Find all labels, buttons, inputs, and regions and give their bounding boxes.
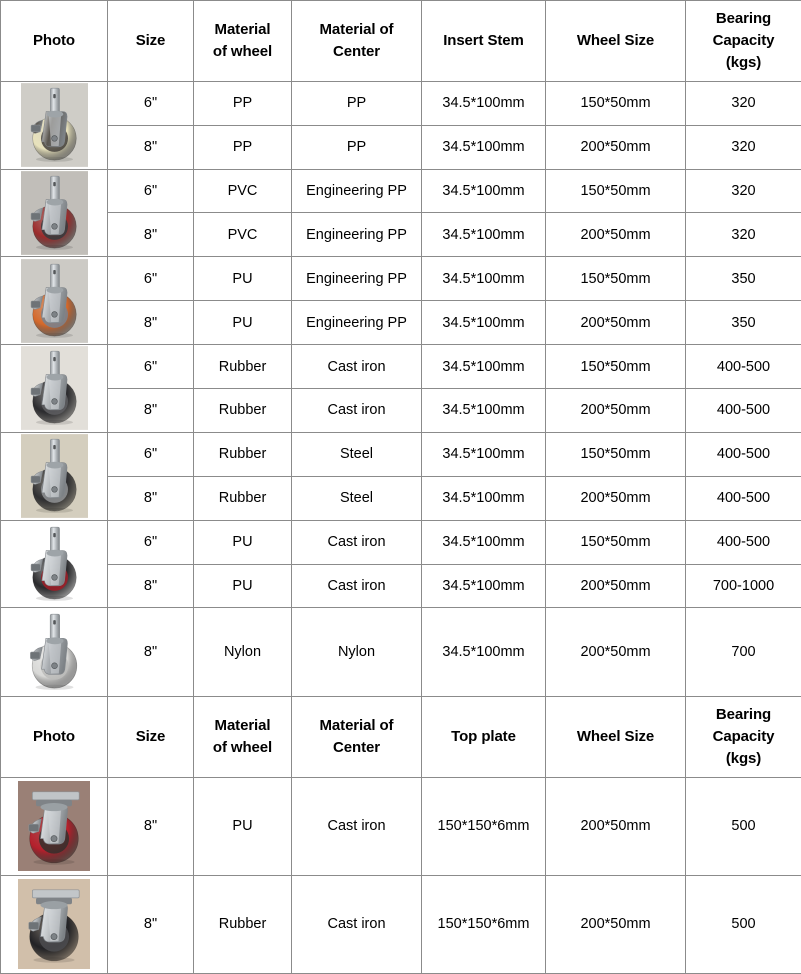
cell-size: 6" [108,169,194,213]
photo-wrapper [1,82,107,169]
table-row [1,875,801,973]
column-header-text: Material of [319,717,394,735]
cell-mount: 150*150*6mm [422,875,546,973]
cell-bearing-capacity: 320 [686,213,801,257]
cell-bearing-capacity: 400-500 [686,432,801,476]
cell-wheel-size: 150*50mm [546,169,686,213]
column-header-text: Center [333,42,380,60]
column-header-text: Bearing [715,10,772,28]
table-row [1,213,801,257]
column-header-material-of-center [292,697,422,778]
table-row [1,476,801,520]
cell-material-of-wheel: PP [194,81,292,125]
cell-material-of-wheel: PU [194,257,292,301]
column-header-text: Insert Stem [443,31,524,49]
cell-mount: 34.5*100mm [422,520,546,564]
column-header-text: of wheel [212,739,273,757]
caster-photo-rubber-cast-iron-wheel [1,345,108,433]
caster-wheel-image [18,781,90,871]
caster-wheel-image [21,522,88,606]
cell-wheel-size: 150*50mm [546,345,686,389]
cell-bearing-capacity: 350 [686,301,801,345]
cell-material-of-center: Engineering PP [292,257,422,301]
table-row [1,125,801,169]
cell-mount: 150*150*6mm [422,777,546,875]
cell-material-of-wheel: PU [194,520,292,564]
cell-bearing-capacity: 320 [686,169,801,213]
cell-material-of-wheel: Rubber [194,432,292,476]
column-header-text: (kgs) [725,53,762,71]
cell-material-of-wheel: PU [194,301,292,345]
column-header-text: Wheel Size [576,31,655,49]
column-header-text: Size [135,31,166,49]
cell-mount: 34.5*100mm [422,125,546,169]
cell-wheel-size: 200*50mm [546,301,686,345]
cell-size: 6" [108,81,194,125]
cell-material-of-center: Cast iron [292,520,422,564]
table-row [1,345,801,389]
cell-material-of-wheel: PU [194,564,292,608]
cell-wheel-size: 150*50mm [546,432,686,476]
table-row [1,777,801,875]
cell-material-of-wheel: Rubber [194,388,292,432]
cell-mount: 34.5*100mm [422,169,546,213]
cell-material-of-center: Cast iron [292,388,422,432]
cell-size: 8" [108,875,194,973]
cell-mount: 34.5*100mm [422,257,546,301]
cell-bearing-capacity: 500 [686,875,801,973]
cell-mount: 34.5*100mm [422,564,546,608]
caster-photo-rubber-steel-wheel [1,432,108,520]
cell-mount: 34.5*100mm [422,301,546,345]
caster-wheel-image [18,879,90,969]
column-header-text: Bearing [715,706,772,724]
column-header-text: Size [135,728,166,746]
column-header-photo [1,1,108,82]
cell-size: 8" [108,608,194,697]
cell-size: 6" [108,520,194,564]
caster-wheel-image [21,259,88,343]
table-header-row [1,697,801,778]
cell-wheel-size: 200*50mm [546,213,686,257]
photo-wrapper [1,433,107,520]
photo-wrapper [1,608,107,696]
cell-size: 8" [108,388,194,432]
table-row [1,564,801,608]
table-row [1,388,801,432]
cell-bearing-capacity: 700 [686,608,801,697]
caster-wheel-image [21,346,88,430]
caster-photo-nylon-wheel [1,608,108,697]
photo-wrapper [1,257,107,344]
column-header-photo [1,697,108,778]
column-header-text: Top plate [451,728,516,746]
cell-size: 8" [108,777,194,875]
cell-wheel-size: 150*50mm [546,81,686,125]
cell-material-of-center: PP [292,81,422,125]
photo-wrapper [1,345,107,432]
column-header-text: of wheel [212,42,273,60]
cell-size: 6" [108,345,194,389]
cell-material-of-center: Engineering PP [292,301,422,345]
column-header-material-of-center [292,1,422,82]
column-header-text: Capacity [712,728,775,746]
cell-wheel-size: 200*50mm [546,125,686,169]
cell-bearing-capacity: 350 [686,257,801,301]
table-row [1,520,801,564]
cell-wheel-size: 200*50mm [546,777,686,875]
photo-wrapper [1,876,107,973]
column-header-mount-type [422,697,546,778]
caster-wheel-image [21,434,88,518]
cell-wheel-size: 200*50mm [546,476,686,520]
cell-size: 8" [108,476,194,520]
cell-material-of-wheel: Rubber [194,875,292,973]
column-header-text: Material [214,717,271,735]
cell-wheel-size: 200*50mm [546,388,686,432]
cell-wheel-size: 150*50mm [546,520,686,564]
column-header-text: Center [333,739,380,757]
cell-wheel-size: 200*50mm [546,564,686,608]
table-row [1,81,801,125]
column-header-text: Material of [319,21,394,39]
column-header-text: Wheel Size [576,728,655,746]
cell-mount: 34.5*100mm [422,388,546,432]
cell-mount: 34.5*100mm [422,608,546,697]
caster-photo-topplate-rubber-black-wheel [1,875,108,973]
cell-material-of-wheel: PVC [194,169,292,213]
cell-size: 8" [108,125,194,169]
cell-material-of-center: Engineering PP [292,169,422,213]
cell-material-of-wheel: PP [194,125,292,169]
cell-material-of-center: Cast iron [292,345,422,389]
photo-wrapper [1,521,107,608]
table-row [1,301,801,345]
table-header-row [1,1,801,82]
table-row [1,432,801,476]
cell-size: 8" [108,564,194,608]
cell-bearing-capacity: 400-500 [686,520,801,564]
cell-material-of-center: Nylon [292,608,422,697]
cell-mount: 34.5*100mm [422,476,546,520]
cell-material-of-wheel: Rubber [194,476,292,520]
column-header-text: Photo [33,31,75,49]
cell-mount: 34.5*100mm [422,345,546,389]
cell-material-of-center: Steel [292,432,422,476]
table-row [1,608,801,697]
cell-material-of-center: Steel [292,476,422,520]
cell-material-of-center: Cast iron [292,564,422,608]
column-header-wheel-size [546,697,686,778]
cell-material-of-wheel: Nylon [194,608,292,697]
column-header-size [108,697,194,778]
cell-size: 8" [108,213,194,257]
cell-bearing-capacity: 400-500 [686,476,801,520]
table-row [1,169,801,213]
photo-wrapper [1,778,107,875]
cell-mount: 34.5*100mm [422,213,546,257]
column-header-wheel-size [546,1,686,82]
cell-material-of-center: PP [292,125,422,169]
column-header-material-of-wheel [194,1,292,82]
cell-wheel-size: 200*50mm [546,875,686,973]
caster-wheel-image [21,171,88,255]
cell-mount: 34.5*100mm [422,81,546,125]
column-header-bearing-capacity [686,1,801,82]
cell-bearing-capacity: 400-500 [686,345,801,389]
cell-material-of-wheel: PVC [194,213,292,257]
cell-material-of-center: Cast iron [292,777,422,875]
cell-size: 6" [108,257,194,301]
cell-material-of-wheel: Rubber [194,345,292,389]
cell-wheel-size: 150*50mm [546,257,686,301]
column-header-material-of-wheel [194,697,292,778]
column-header-mount-type [422,1,546,82]
table-row [1,257,801,301]
column-header-text: Photo [33,728,75,746]
cell-bearing-capacity: 400-500 [686,388,801,432]
caster-photo-topplate-pu-red-wheel [1,777,108,875]
cell-bearing-capacity: 500 [686,777,801,875]
cell-bearing-capacity: 700-1000 [686,564,801,608]
cell-mount: 34.5*100mm [422,432,546,476]
column-header-text: Material [214,21,271,39]
column-header-text: Capacity [712,31,775,49]
caster-photo-pp-cream-wheel [1,81,108,169]
column-header-size [108,1,194,82]
cell-material-of-center: Cast iron [292,875,422,973]
cell-bearing-capacity: 320 [686,81,801,125]
cell-wheel-size: 200*50mm [546,608,686,697]
photo-wrapper [1,170,107,257]
cell-material-of-wheel: PU [194,777,292,875]
caster-photo-pu-cast-iron-wheel [1,520,108,608]
cell-bearing-capacity: 320 [686,125,801,169]
cell-size: 6" [108,432,194,476]
caster-wheel-image [20,609,89,695]
cell-material-of-center: Engineering PP [292,213,422,257]
cell-size: 8" [108,301,194,345]
column-header-text: (kgs) [725,749,762,767]
column-header-bearing-capacity [686,697,801,778]
caster-wheel-image [21,83,88,167]
caster-photo-pu-orange-wheel [1,257,108,345]
caster-photo-pvc-red-wheel [1,169,108,257]
